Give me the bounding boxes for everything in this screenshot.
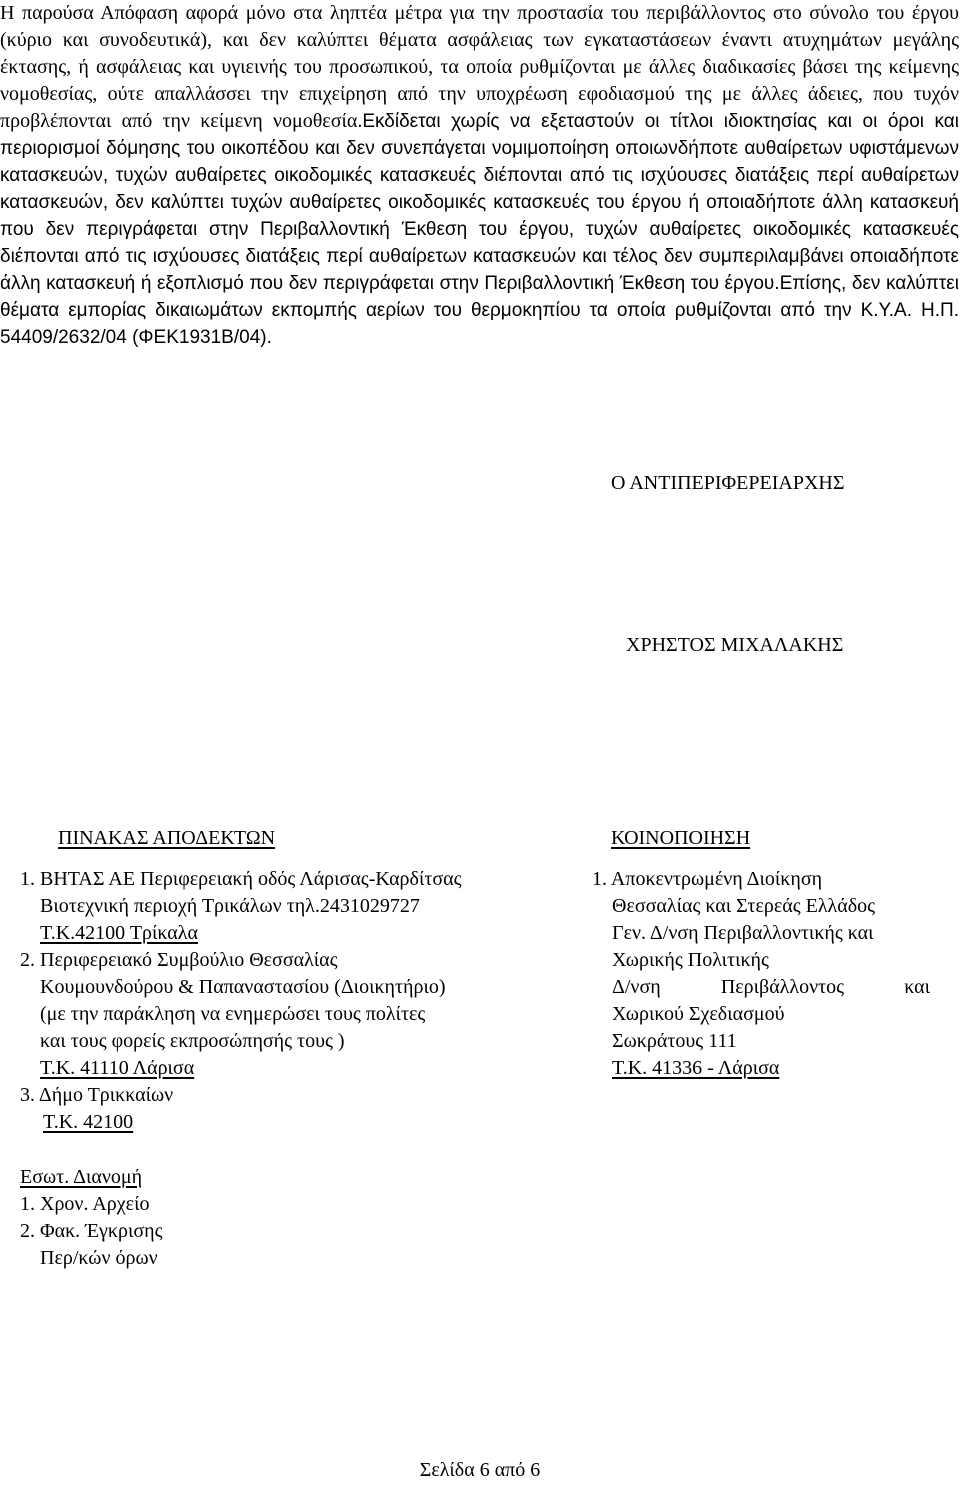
recipient-1-line-3: Τ.Κ.42100 Τρίκαλα: [40, 922, 198, 944]
internal-item-2: 2. Φακ. Έγκρισης: [20, 1220, 163, 1242]
recipient-3-line-1: 3. Δήμο Τρικκαίων: [20, 1084, 174, 1106]
recipients-list: [20, 866, 462, 1136]
notification-list: [592, 866, 930, 1082]
notification-line-1: 1. Αποκεντρωμένη Διοίκηση: [592, 868, 823, 890]
recipient-3-line-2: Τ.Κ. 42100: [43, 1111, 134, 1133]
notification-line-3: Γεν. Δ/νση Περιβαλλοντικής και: [612, 922, 874, 944]
notification-line-8: Τ.Κ. 41336 - Λάρισα: [612, 1057, 780, 1079]
recipients-heading: ΠΙΝΑΚΑΣ ΑΠΟΔΕΚΤΩΝ: [58, 827, 276, 849]
recipient-2-line-4: και τους φορείς εκπροσώπησής τους ): [40, 1030, 345, 1052]
recipient-2-line-5: Τ.Κ. 41110 Λάρισα: [40, 1057, 195, 1079]
body-part-2: Εκδίδεται χωρίς να εξεταστούν οι τίτλοι ιδιοκτησίας και οι όροι και περιορισμοί δόμησης του οικοπέδου και δεν συνεπάγεται νομιμοποίηση οποιωνδήποτε αυθαίρετων υφιστάμενων κατασκευών, τυχών αυθαίρετες οικοδομικές κατασκευές διέπονται από τις ισχύουσες διατάξεις περί αυθαίρετων κατασκευών, δεν καλύπτει τυχών αυθαίρετες οικοδομικές κατασκευές του έργου ή οποιαδήποτε άλλη κατασκευή που δεν περιγράφεται στην Περιβαλλοντική Έκθεση του έργου, τυχών αυθαίρετες οικοδομικές κατασκευές διέπονται από τις ισχύουσες διατάξεις περί αυθαίρετων κατασκευών και τέλος δεν συμπεριλαμβάνει οποιαδήποτε άλλη κατασκευή ή εξοπλισμό που δεν περιγράφεται στην Περιβαλλοντική Έκθεση του έργου.: [0, 111, 959, 294]
recipient-2-line-1: 2. Περιφερειακό Συμβούλιο Θεσσαλίας: [20, 949, 338, 971]
page-footer: Σελίδα 6 από 6: [419, 1459, 541, 1481]
recipient-1-line-2: Βιοτεχνική περιοχή Τρικάλων τηλ.2431029727: [40, 895, 420, 917]
notification-line-2: Θεσσαλίας και Στερεάς Ελλάδος: [612, 895, 876, 917]
recipient-2-line-2: Κουμουνδούρου & Παπαναστασίου (Διοικητήριο): [40, 976, 446, 998]
body-paragraph: [0, 0, 959, 351]
internal-item-3: Περ/κών όρων: [40, 1247, 158, 1269]
recipients-heading-block: [58, 825, 275, 852]
signatory-title: Ο ΑΝΤΙΠΕΡΙΦΕΡΕΙΑΡΧΗΣ: [611, 472, 845, 494]
notification-block: [611, 825, 750, 852]
body-part-1: Η παρούσα Απόφαση αφορά μόνο στα ληπτέα μέτρα για την προστασία του περιβάλλοντος στο σύνολο του έργου (κύριο και συνοδευτικά), και δεν καλύπτει θέματα ασφάλειας των εγκαταστάσεων έναντι ατυχημάτων μεγάλης έκτασης, ή ασφάλειας και υγιεινής του προσωπικού, τα οποία ρυθμίζονται με άλλες διαδικασίες βάσει της κείμενης νομοθεσίας, ούτε απαλλάσσει την επιχείρηση από την υποχρέωση εφοδιασμού της με άλλες άδειες, που τυχόν προβλέπονται από την κείμενη νομοθεσία.: [0, 2, 959, 132]
notification-line-7: Σωκράτους 111: [612, 1030, 737, 1052]
body-part-3: Επίσης, δεν καλύπτει θέματα εμπορίας δικαιωμάτων εκπομπής αερίων του θερμοκηπίου τα οποία ρυθμίζονται από την Κ.Υ.Α. Η.Π. 54409/2632/04 (ΦΕΚ1931Β/04).: [0, 273, 959, 348]
internal-distribution: [20, 1164, 163, 1272]
signatory-name: ΧΡΗΣΤΟΣ ΜΙΧΑΛΑΚΗΣ: [626, 634, 844, 656]
internal-item-1: 1. Χρον. Αρχείο: [20, 1193, 150, 1215]
notification-line-5: Δ/νση Περιβάλλοντος και: [612, 976, 930, 998]
notification-line-4: Χωρικής Πολιτικής: [612, 949, 769, 971]
notification-line-6: Χωρικού Σχεδιασμού: [612, 1003, 785, 1025]
recipient-2-line-3: (με την παράκληση να ενημερώσει τους πολίτες: [40, 1003, 426, 1025]
notification-heading: ΚΟΙΝΟΠΟΙΗΣΗ: [611, 827, 751, 849]
recipient-1-line-1: 1. ΒΗΤΑΣ ΑΕ Περιφερειακή οδός Λάρισας-Καρδίτσας: [20, 868, 462, 890]
internal-heading: Εσωτ. Διανομή: [20, 1166, 143, 1188]
